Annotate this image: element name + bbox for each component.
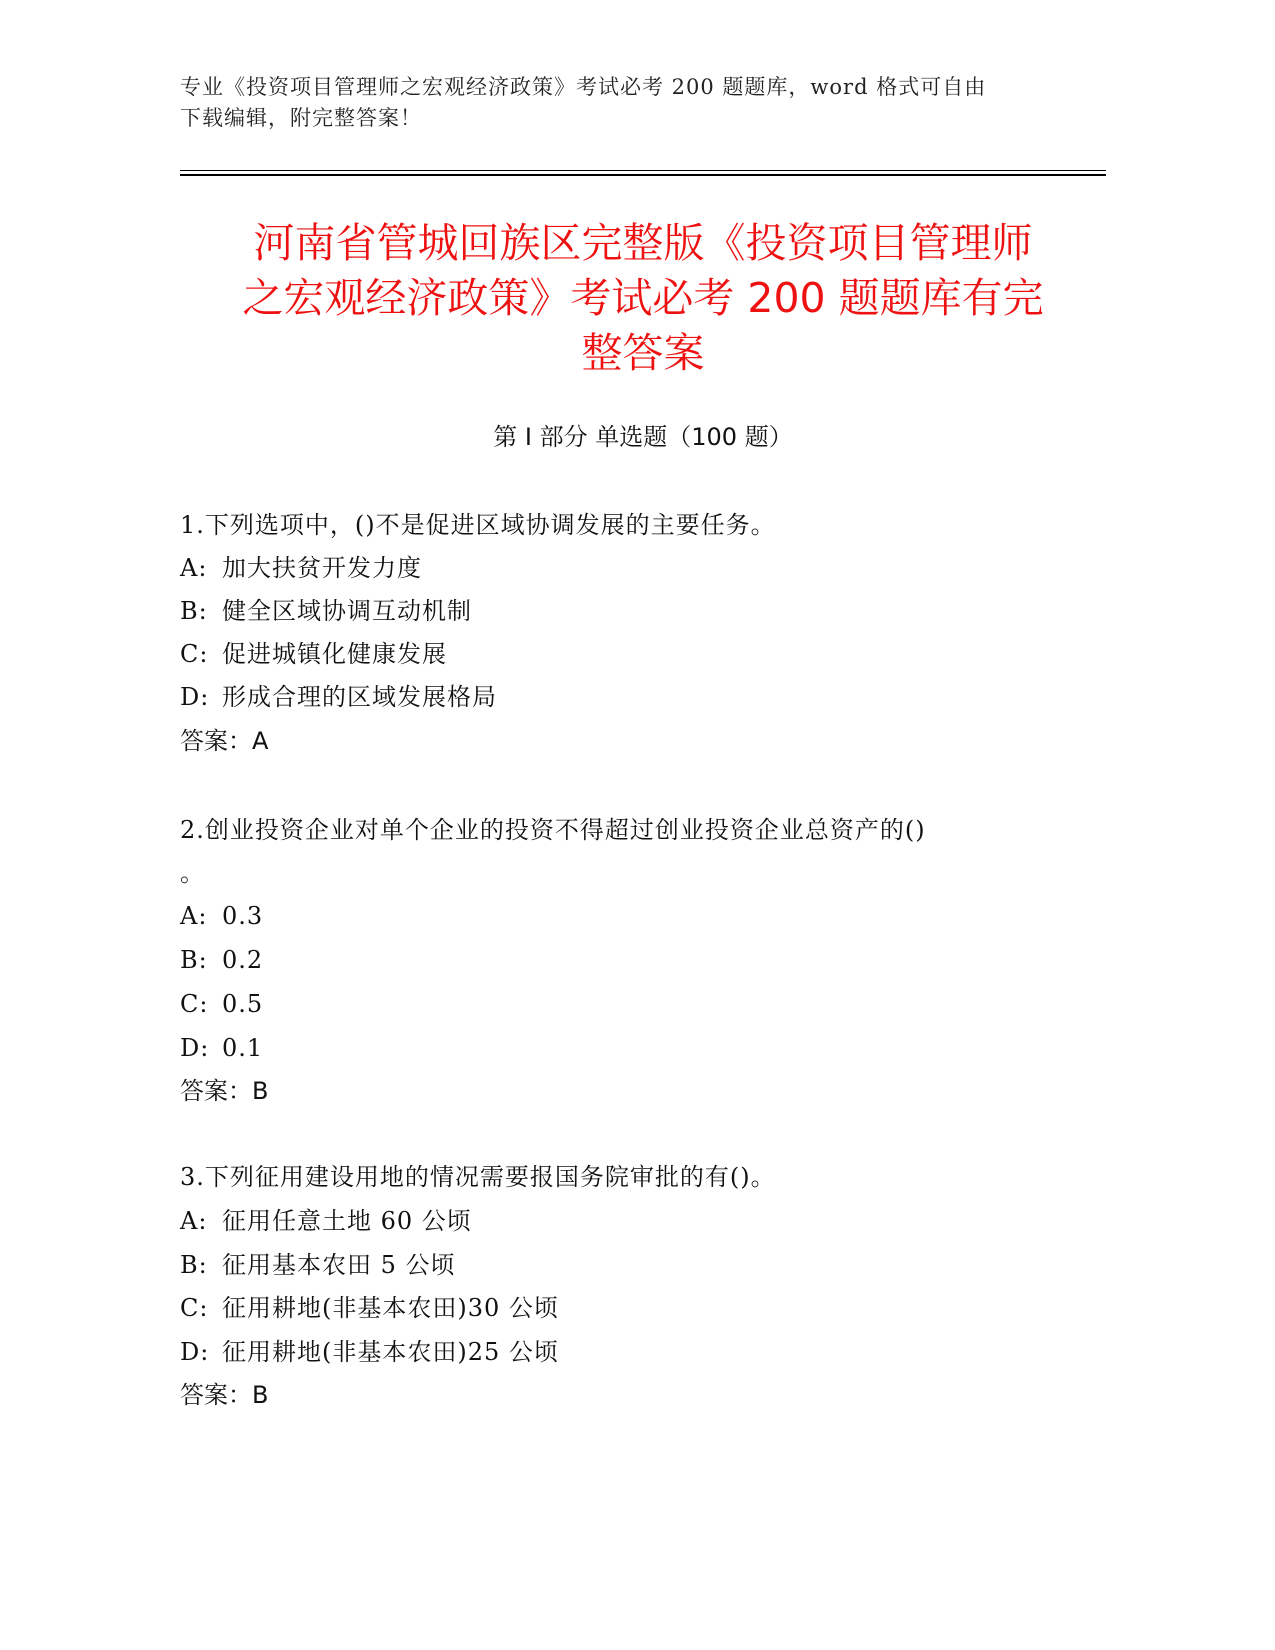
option-b <box>180 943 263 977</box>
option-label: B: <box>180 597 208 625</box>
option-d <box>180 1335 559 1369</box>
answer: 答案：B <box>180 1077 269 1105</box>
option-c <box>180 987 263 1021</box>
option-a <box>180 899 263 933</box>
answer: 答案：B <box>180 1381 269 1409</box>
title-line-1: 河南省管城回族区完整版《投资项目管理师 <box>253 219 1033 267</box>
option-b <box>180 594 472 628</box>
header-divider-thick <box>180 174 1106 176</box>
option-text: 0.2 <box>222 946 264 974</box>
option-a <box>180 1204 472 1238</box>
option-text: 征用任意土地 60 公顷 <box>222 1207 472 1235</box>
page-title <box>180 216 1106 381</box>
option-label: B: <box>180 1251 208 1279</box>
option-d <box>180 1031 263 1065</box>
option-text: 0.3 <box>222 902 264 930</box>
option-text: 促进城镇化健康发展 <box>222 640 447 668</box>
option-label: C: <box>180 1294 209 1322</box>
option-text: 健全区域协调互动机制 <box>222 597 472 625</box>
option-label: A: <box>180 1207 208 1235</box>
option-text: 0.1 <box>222 1034 264 1062</box>
option-label: B: <box>180 946 208 974</box>
question-stem-continued: 。 <box>180 859 205 887</box>
header-note-line-1: 专业《投资项目管理师之宏观经济政策》考试必考 200 题题库，word 格式可自由 <box>180 75 987 99</box>
option-label: C: <box>180 640 209 668</box>
option-label: D: <box>180 1338 210 1366</box>
option-a <box>180 551 422 585</box>
option-c <box>180 1291 559 1325</box>
answer: 答案：A <box>180 727 269 755</box>
title-line-3: 整答案 <box>581 329 705 377</box>
option-text: 形成合理的区域发展格局 <box>222 683 497 711</box>
header-divider-thin <box>180 170 1106 171</box>
option-text: 征用耕地(非基本农田)25 公顷 <box>222 1338 559 1366</box>
option-label: D: <box>180 683 210 711</box>
option-c <box>180 637 447 671</box>
question-stem: 2.创业投资企业对单个企业的投资不得超过创业投资企业总资产的() <box>180 816 926 844</box>
option-text: 0.5 <box>222 990 264 1018</box>
option-label: C: <box>180 990 209 1018</box>
header-note <box>180 72 1080 134</box>
option-b <box>180 1248 456 1282</box>
option-label: A: <box>180 554 208 582</box>
header-note-line-2: 下载编辑，附完整答案！ <box>180 106 422 130</box>
option-text: 加大扶贫开发力度 <box>222 554 422 582</box>
option-text: 征用耕地(非基本农田)30 公顷 <box>222 1294 559 1322</box>
question-stem: 3.下列征用建设用地的情况需要报国务院审批的有()。 <box>180 1163 776 1191</box>
title-line-2: 之宏观经济政策》考试必考 200 题题库有完 <box>242 274 1044 322</box>
section-heading: 第 I 部分 单选题（100 题） <box>493 423 793 451</box>
option-label: D: <box>180 1034 210 1062</box>
option-text: 征用基本农田 5 公顷 <box>222 1251 456 1279</box>
option-d <box>180 680 497 714</box>
question-stem: 1.下列选项中，()不是促进区域协调发展的主要任务。 <box>180 511 776 539</box>
option-label: A: <box>180 902 208 930</box>
